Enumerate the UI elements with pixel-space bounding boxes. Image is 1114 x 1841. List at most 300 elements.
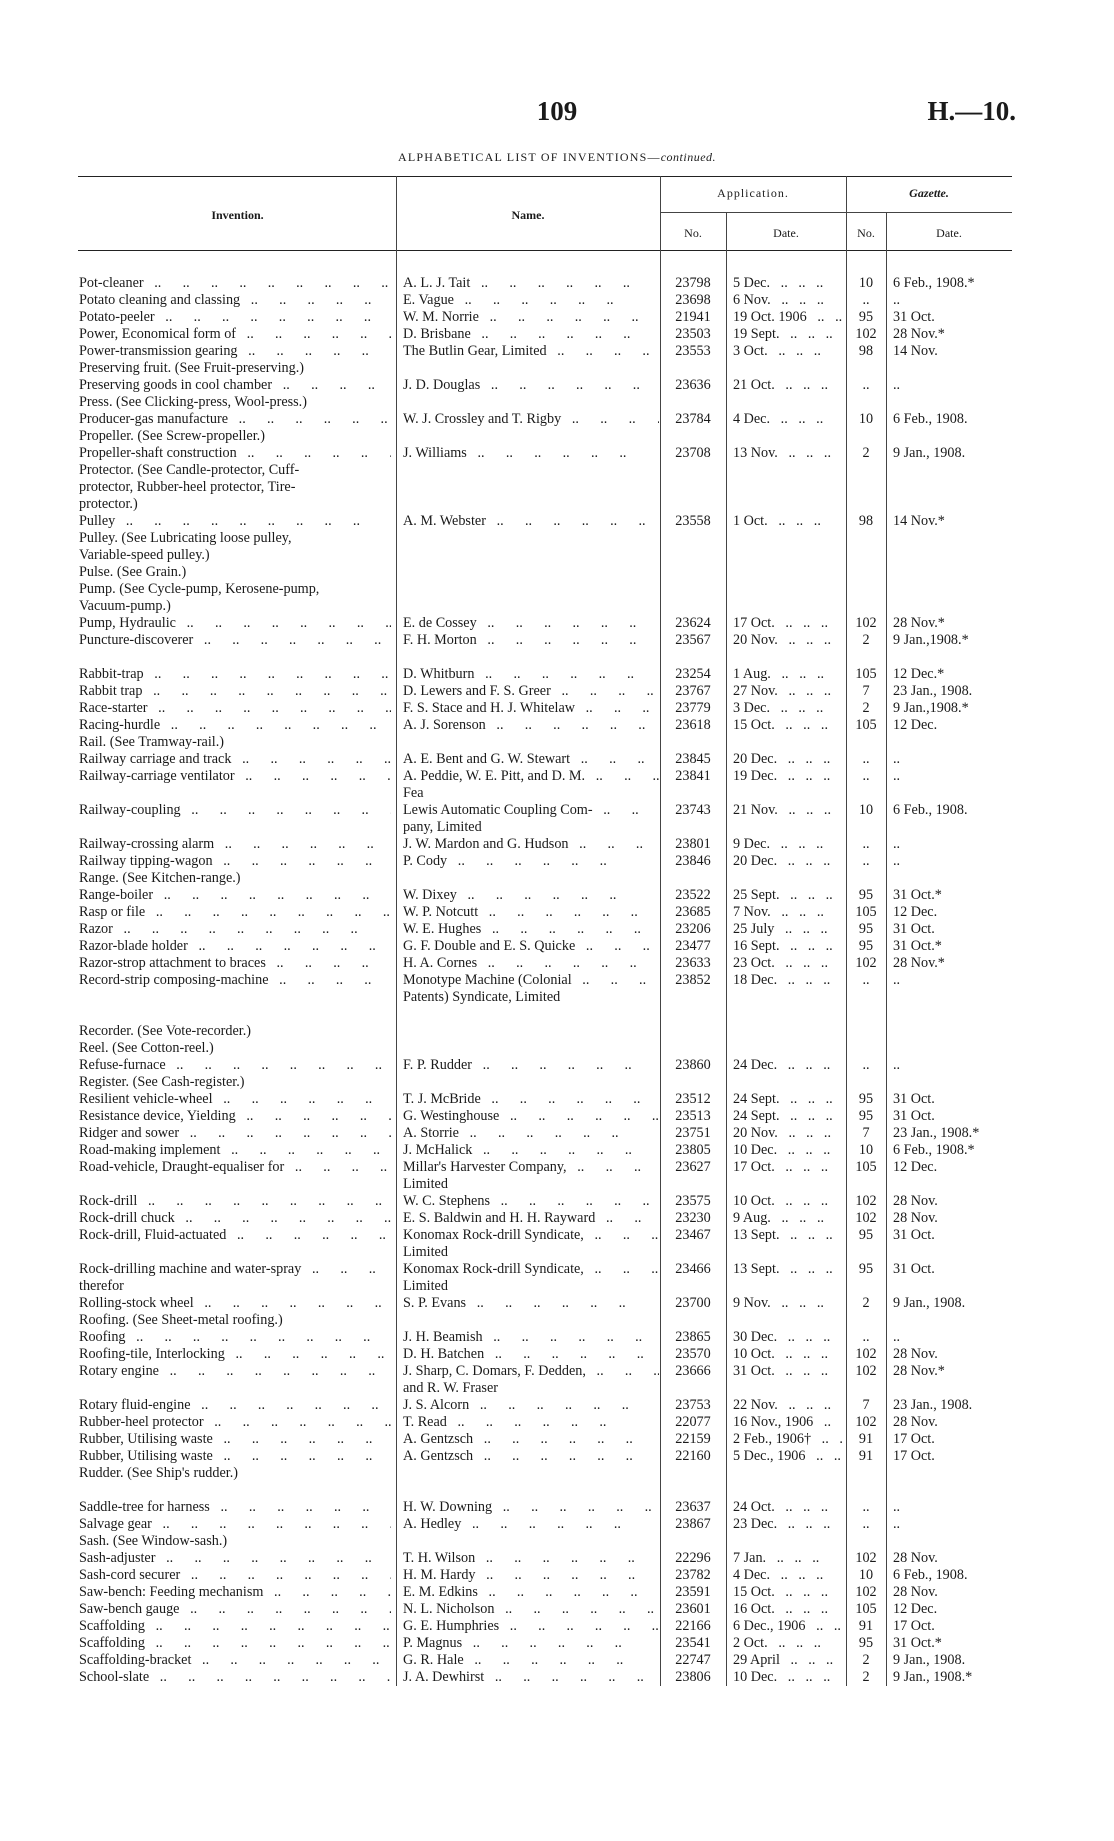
gazette-no-cell: .. <box>862 1499 870 1515</box>
name-cell: A. Peddie, W. E. Pitt, and D. M. .. <box>403 768 659 785</box>
app-date-cell: 17 Oct. .. <box>733 1159 842 1176</box>
invention-cell: protector, Rubber-heel protector, Tire- <box>79 479 296 495</box>
name-cell: N. L. Nicholson .. <box>403 1601 659 1618</box>
invention-cell: Scaffolding-bracket .. <box>79 1652 391 1669</box>
gazette-no-cell: .. <box>862 836 870 852</box>
header-application: Application. <box>717 186 789 200</box>
invention-cell: Ridger and sower .. <box>79 1125 391 1142</box>
invention-cell: Rubber, Utilising waste .. <box>79 1431 391 1448</box>
table-row <box>0 1074 1114 1091</box>
invention-cell: therefor <box>79 1278 124 1294</box>
name-cell: A. Storrie .. <box>403 1125 659 1142</box>
table-row <box>0 1244 1114 1261</box>
table-row <box>0 394 1114 411</box>
app-date-cell: 21 Nov. .. <box>733 802 842 819</box>
invention-cell: Rabbit-trap .. <box>79 666 391 683</box>
invention-cell: Roofing .. <box>79 1329 391 1346</box>
name-cell: A. Gentzsch .. <box>403 1431 659 1448</box>
gazette-no-cell: 102 <box>855 1193 877 1209</box>
table-row <box>0 598 1114 615</box>
app-date-cell: 13 Sept. .. <box>733 1261 842 1278</box>
table-row <box>0 1601 1114 1618</box>
table-row <box>0 649 1114 666</box>
table-row <box>0 445 1114 462</box>
gazette-date-cell: .. <box>893 1057 901 1073</box>
invention-cell: Roofing-tile, Interlocking .. <box>79 1346 391 1363</box>
table-row <box>0 360 1114 377</box>
app-no-cell: 23512 <box>675 1091 711 1107</box>
gazette-no-cell: 95 <box>858 921 874 937</box>
table-row <box>0 1091 1114 1108</box>
app-date-cell: 4 Dec. .. <box>733 1567 842 1584</box>
app-date-cell: 15 Oct. .. <box>733 1584 842 1601</box>
gazette-date-cell: 31 Oct. <box>893 309 935 325</box>
name-cell: A. L. J. Tait .. <box>403 275 659 292</box>
invention-cell: Race-starter .. <box>79 700 391 717</box>
gazette-date-cell: 31 Oct. <box>893 1108 935 1124</box>
app-no-cell: 23845 <box>675 751 711 767</box>
table-row <box>0 1295 1114 1312</box>
document-reference: H.—10. <box>927 96 1016 126</box>
invention-cell: Power-transmission gearing .. <box>79 343 391 360</box>
gazette-no-cell: 102 <box>855 1210 877 1226</box>
invention-cell: Press. (See Clicking-press, Wool-press.) <box>79 394 307 410</box>
app-no-cell: 22747 <box>675 1652 711 1668</box>
invention-cell: Razor .. <box>79 921 391 938</box>
gazette-no-cell: 102 <box>855 1584 877 1600</box>
invention-cell: Rail. (See Tramway-rail.) <box>79 734 224 750</box>
table-row <box>0 870 1114 887</box>
invention-cell: Roofing. (See Sheet-metal roofing.) <box>79 1312 283 1328</box>
gazette-date-cell: 28 Nov.* <box>893 326 945 342</box>
app-no-cell: 23467 <box>675 1227 711 1243</box>
gazette-date-cell: .. <box>893 853 901 869</box>
gazette-date-cell: 17 Oct. <box>893 1448 935 1464</box>
app-no-cell: 23541 <box>675 1635 711 1651</box>
gazette-no-cell: 7 <box>862 1125 870 1141</box>
invention-cell: Rubber, Utilising waste .. <box>79 1448 391 1465</box>
name-cell: D. Lewers and F. S. Greer .. <box>403 683 659 700</box>
table-row <box>0 377 1114 394</box>
table-row <box>0 1584 1114 1601</box>
gazette-date-cell: 12 Dec. <box>893 1601 938 1617</box>
table-row <box>0 1159 1114 1176</box>
gazette-date-cell: 14 Nov. <box>893 343 938 359</box>
table-row <box>0 1040 1114 1057</box>
table-row <box>0 428 1114 445</box>
name-cell: Patents) Syndicate, Limited <box>403 989 561 1005</box>
gazette-date-cell: 28 Nov. <box>893 1210 938 1226</box>
app-no-cell: 23798 <box>675 275 711 291</box>
table-row <box>0 921 1114 938</box>
name-cell: H. W. Downing .. <box>403 1499 659 1516</box>
app-date-cell: 5 Dec. .. <box>733 275 842 292</box>
gazette-no-cell: 95 <box>858 887 874 903</box>
app-no-cell: 23637 <box>675 1499 711 1515</box>
invention-cell: Pulse. (See Grain.) <box>79 564 187 580</box>
app-date-cell: 19 Oct. 1906 .. <box>733 309 842 326</box>
app-date-cell: 10 Dec. .. <box>733 1669 842 1686</box>
name-cell: T. H. Wilson .. <box>403 1550 659 1567</box>
app-date-cell: 30 Dec. .. <box>733 1329 842 1346</box>
gazette-date-cell: .. <box>893 751 901 767</box>
table-row <box>0 1635 1114 1652</box>
app-date-cell: 10 Oct. .. <box>733 1346 842 1363</box>
app-no-cell: 23567 <box>675 632 711 648</box>
gazette-date-cell: .. <box>893 1329 901 1345</box>
app-date-cell: 20 Dec. .. <box>733 853 842 870</box>
gazette-no-cell: 95 <box>858 1635 874 1651</box>
gazette-date-cell: 23 Jan., 1908.* <box>893 1125 980 1141</box>
table-row <box>0 581 1114 598</box>
gazette-no-cell: 102 <box>855 1363 877 1379</box>
title-main: ALPHABETICAL LIST OF INVENTIONS— <box>397 150 661 164</box>
name-cell: The Butlin Gear, Limited .. <box>403 343 659 360</box>
invention-cell: Rock-drill .. <box>79 1193 391 1210</box>
gazette-date-cell: 9 Jan.,1908.* <box>893 700 969 716</box>
app-no-cell: 23575 <box>675 1193 711 1209</box>
title-continued: continued. <box>660 150 717 164</box>
table-row <box>0 819 1114 836</box>
name-cell: W. P. Notcutt .. <box>403 904 659 921</box>
app-date-cell: 29 April .. <box>733 1652 842 1669</box>
gazette-date-cell: 12 Dec.* <box>893 666 945 682</box>
app-no-cell: 23751 <box>675 1125 711 1141</box>
invention-cell: Rock-drilling machine and water-spray .. <box>79 1261 391 1278</box>
gazette-no-cell: 102 <box>855 1550 877 1566</box>
name-cell: A. E. Bent and G. W. Stewart .. <box>403 751 659 768</box>
table-row <box>0 887 1114 904</box>
gazette-date-cell: 31 Oct.* <box>893 887 942 903</box>
gazette-no-cell: 7 <box>862 1397 870 1413</box>
table-row <box>0 564 1114 581</box>
gazette-no-cell: .. <box>862 1516 870 1532</box>
gazette-no-cell: 7 <box>862 683 870 699</box>
app-date-cell: 1 Aug. .. <box>733 666 842 683</box>
header-gazette: Gazette. <box>909 186 949 200</box>
invention-cell: Railway-crossing alarm .. <box>79 836 391 853</box>
gazette-no-cell: 10 <box>858 1142 874 1158</box>
app-no-cell: 23503 <box>675 326 711 342</box>
gazette-no-cell: .. <box>862 853 870 869</box>
gazette-date-cell: 28 Nov. <box>893 1550 938 1566</box>
gazette-date-cell: 17 Oct. <box>893 1618 935 1634</box>
invention-cell: Rotary fluid-engine .. <box>79 1397 391 1414</box>
gazette-date-cell: 9 Jan., 1908. <box>893 445 966 461</box>
name-cell: D. Brisbane .. <box>403 326 659 343</box>
invention-cell: Rock-drill chuck .. <box>79 1210 391 1227</box>
table-row <box>0 666 1114 683</box>
name-cell: J. Williams .. <box>403 445 659 462</box>
app-no-cell: 23627 <box>675 1159 711 1175</box>
name-cell: J. Sharp, C. Domars, F. Dedden, .. <box>403 1363 659 1380</box>
invention-cell: Record-strip composing-machine .. <box>79 972 391 989</box>
gazette-no-cell: 10 <box>858 275 874 291</box>
name-cell: A. Gentzsch .. <box>403 1448 659 1465</box>
gazette-date-cell: 12 Dec. <box>893 1159 938 1175</box>
app-date-cell: 2 Oct. .. <box>733 1635 842 1652</box>
table-row <box>0 309 1114 326</box>
table-row <box>0 1397 1114 1414</box>
app-no-cell: 23477 <box>675 938 711 954</box>
table-row <box>0 955 1114 972</box>
name-cell: and R. W. Fraser <box>403 1380 498 1396</box>
app-date-cell: 16 Sept. .. <box>733 938 842 955</box>
invention-cell: Rabbit trap .. <box>79 683 391 700</box>
name-cell: E. de Cossey .. <box>403 615 659 632</box>
invention-cell: Sash. (See Window-sash.) <box>79 1533 228 1549</box>
app-date-cell: 19 Dec. .. <box>733 768 842 785</box>
app-date-cell: 13 Nov. .. <box>733 445 842 462</box>
app-no-cell: 23806 <box>675 1669 711 1685</box>
invention-cell: Propeller. (See Screw-propeller.) <box>79 428 265 444</box>
table-row <box>0 343 1114 360</box>
table-row <box>0 496 1114 513</box>
invention-cell: Resilient vehicle-wheel .. <box>79 1091 391 1108</box>
table-row <box>0 547 1114 564</box>
gazette-no-cell: 102 <box>855 326 877 342</box>
header-app-date: Date. <box>773 226 799 240</box>
name-cell: A. J. Sorenson .. <box>403 717 659 734</box>
app-no-cell: 22077 <box>675 1414 711 1430</box>
table-row <box>0 751 1114 768</box>
app-no-cell: 23860 <box>675 1057 711 1073</box>
table-row <box>0 1363 1114 1380</box>
name-cell: P. Cody .. <box>403 853 659 870</box>
table-header-rule <box>78 250 1012 251</box>
app-date-cell: 17 Oct. .. <box>733 615 842 632</box>
page-title <box>0 150 1114 165</box>
table-row <box>0 530 1114 547</box>
table-row <box>0 275 1114 292</box>
invention-cell: Puncture-discoverer .. <box>79 632 391 649</box>
gazette-no-cell: 2 <box>862 700 870 716</box>
gazette-date-cell: 31 Oct. <box>893 1261 935 1277</box>
app-no-cell: 23618 <box>675 717 711 733</box>
app-no-cell: 23666 <box>675 1363 711 1379</box>
table-row <box>0 989 1114 1006</box>
header-gaz-date: Date. <box>936 226 962 240</box>
table-row <box>0 1533 1114 1550</box>
header-gaz-no: No. <box>857 226 875 240</box>
table-row <box>0 785 1114 802</box>
table-row <box>0 683 1114 700</box>
gazette-date-cell: 12 Dec. <box>893 904 938 920</box>
invention-cell: Saw-bench gauge .. <box>79 1601 391 1618</box>
gazette-date-cell: 28 Nov. <box>893 1584 938 1600</box>
table-row <box>0 479 1114 496</box>
gazette-no-cell: 102 <box>855 1414 877 1430</box>
gazette-no-cell: 2 <box>862 445 870 461</box>
gazette-no-cell: 95 <box>858 1091 874 1107</box>
app-no-cell: 21941 <box>675 309 711 325</box>
gazette-no-cell: 2 <box>862 1652 870 1668</box>
app-date-cell: 3 Oct. .. <box>733 343 842 360</box>
header-name: Name. <box>511 208 545 222</box>
invention-cell: Rock-drill, Fluid-actuated .. <box>79 1227 391 1244</box>
invention-cell: Saw-bench: Feeding mechanism .. <box>79 1584 391 1601</box>
name-cell: G. E. Humphries .. <box>403 1618 659 1635</box>
table-row <box>0 1550 1114 1567</box>
page-number: 109 <box>536 96 578 126</box>
invention-cell: Power, Economical form of .. <box>79 326 391 343</box>
name-cell: E. Vague .. <box>403 292 659 309</box>
invention-cell: Range-boiler .. <box>79 887 391 904</box>
app-no-cell: 23466 <box>675 1261 711 1277</box>
subheader-rule <box>660 212 1012 213</box>
gazette-date-cell: 28 Nov.* <box>893 1363 945 1379</box>
gazette-no-cell: 98 <box>858 513 874 529</box>
name-cell: Millar's Harvester Company, .. <box>403 1159 659 1176</box>
name-cell: T. J. McBride .. <box>403 1091 659 1108</box>
gazette-date-cell: 31 Oct. <box>893 1227 935 1243</box>
name-cell: J. W. Mardon and G. Hudson .. <box>403 836 659 853</box>
app-no-cell: 23805 <box>675 1142 711 1158</box>
invention-cell: Rubber-heel protector .. <box>79 1414 391 1431</box>
invention-cell: Scaffolding .. <box>79 1635 391 1652</box>
name-cell: Limited <box>403 1278 448 1294</box>
name-cell: Fea <box>403 785 424 801</box>
app-no-cell: 23782 <box>675 1567 711 1583</box>
name-cell: pany, Limited <box>403 819 482 835</box>
invention-cell: Range. (See Kitchen-range.) <box>79 870 241 886</box>
invention-cell: Rolling-stock wheel .. <box>79 1295 391 1312</box>
invention-cell: School-slate .. <box>79 1669 391 1686</box>
invention-cell: Rotary engine .. <box>79 1363 391 1380</box>
gazette-date-cell: 9 Jan., 1908. <box>893 1652 966 1668</box>
app-date-cell: 22 Nov. .. <box>733 1397 842 1414</box>
table-row <box>0 1465 1114 1482</box>
name-cell: W. M. Norrie .. <box>403 309 659 326</box>
name-cell: A. Hedley .. <box>403 1516 659 1533</box>
invention-cell: Road-vehicle, Draught-equaliser for .. <box>79 1159 391 1176</box>
table-row <box>0 1193 1114 1210</box>
app-no-cell: 23865 <box>675 1329 711 1345</box>
gazette-no-cell: 2 <box>862 1669 870 1685</box>
app-date-cell: 10 Oct. .. <box>733 1193 842 1210</box>
app-no-cell: 23841 <box>675 768 711 784</box>
table-row <box>0 1108 1114 1125</box>
app-no-cell: 23852 <box>675 972 711 988</box>
name-cell: W. C. Stephens .. <box>403 1193 659 1210</box>
table-row <box>0 326 1114 343</box>
gazette-date-cell: 23 Jan., 1908. <box>893 1397 973 1413</box>
name-cell: Limited <box>403 1244 448 1260</box>
table-row <box>0 615 1114 632</box>
app-no-cell: 23522 <box>675 887 711 903</box>
gazette-date-cell: 14 Nov.* <box>893 513 945 529</box>
app-no-cell: 23779 <box>675 700 711 716</box>
invention-cell: Pot-cleaner .. <box>79 275 391 292</box>
invention-cell: Propeller-shaft construction .. <box>79 445 391 462</box>
invention-cell: Scaffolding .. <box>79 1618 391 1635</box>
table-row <box>0 1210 1114 1227</box>
name-cell: P. Magnus .. <box>403 1635 659 1652</box>
gazette-no-cell: .. <box>862 1057 870 1073</box>
gazette-no-cell: 91 <box>858 1618 874 1634</box>
name-cell: G. F. Double and E. S. Quicke .. <box>403 938 659 955</box>
gazette-date-cell: 28 Nov. <box>893 1414 938 1430</box>
invention-cell: Road-making implement .. <box>79 1142 391 1159</box>
table-row <box>0 1125 1114 1142</box>
table-row <box>0 700 1114 717</box>
app-no-cell: 22296 <box>675 1550 711 1566</box>
invention-cell: Sash-cord securer .. <box>79 1567 391 1584</box>
app-date-cell: 15 Oct. .. <box>733 717 842 734</box>
app-date-cell: 18 Dec. .. <box>733 972 842 989</box>
gazette-no-cell: 10 <box>858 802 874 818</box>
name-cell: W. Dixey .. <box>403 887 659 904</box>
gazette-date-cell: .. <box>893 377 901 393</box>
app-date-cell: 27 Nov. .. <box>733 683 842 700</box>
invention-cell: protector.) <box>79 496 138 512</box>
gazette-no-cell: 95 <box>858 938 874 954</box>
gazette-no-cell: 105 <box>855 717 877 733</box>
app-date-cell: 6 Dec., 1906 .. <box>733 1618 842 1635</box>
app-date-cell: 16 Nov., 1906 .. <box>733 1414 842 1431</box>
invention-cell: Railway-coupling .. <box>79 802 391 819</box>
app-no-cell: 23846 <box>675 853 711 869</box>
table-row <box>0 836 1114 853</box>
table-row <box>0 1414 1114 1431</box>
app-date-cell: 9 Dec. .. <box>733 836 842 853</box>
app-date-cell: 24 Oct. .. <box>733 1499 842 1516</box>
invention-cell: Rasp or file .. <box>79 904 391 921</box>
app-date-cell: 25 July .. <box>733 921 842 938</box>
name-cell: F. H. Morton .. <box>403 632 659 649</box>
gazette-no-cell: 105 <box>855 904 877 920</box>
gazette-date-cell: 17 Oct. <box>893 1431 935 1447</box>
gazette-date-cell: .. <box>893 972 901 988</box>
invention-cell: Railway tipping-wagon .. <box>79 853 391 870</box>
gazette-date-cell: .. <box>893 1499 901 1515</box>
table-row <box>0 938 1114 955</box>
app-no-cell: 23784 <box>675 411 711 427</box>
invention-cell: Register. (See Cash-register.) <box>79 1074 245 1090</box>
gazette-date-cell: 6 Feb., 1908. <box>893 411 968 427</box>
gazette-date-cell: .. <box>893 768 901 784</box>
table-row <box>0 1346 1114 1363</box>
name-cell: S. P. Evans .. <box>403 1295 659 1312</box>
invention-cell: Saddle-tree for harness .. <box>79 1499 391 1516</box>
invention-cell: Razor-strop attachment to braces .. <box>79 955 391 972</box>
name-cell: Konomax Rock-drill Syndicate, .. <box>403 1261 659 1278</box>
app-date-cell: 21 Oct. .. <box>733 377 842 394</box>
table-row <box>0 904 1114 921</box>
gazette-no-cell: 95 <box>858 309 874 325</box>
invention-cell: Rudder. (See Ship's rudder.) <box>79 1465 238 1481</box>
gazette-no-cell: .. <box>862 292 870 308</box>
name-cell: W. E. Hughes .. <box>403 921 659 938</box>
table-row <box>0 1669 1114 1686</box>
gazette-date-cell: 12 Dec. <box>893 717 938 733</box>
gazette-date-cell: 28 Nov. <box>893 1193 938 1209</box>
app-date-cell: 5 Dec., 1906 .. <box>733 1448 842 1465</box>
gazette-date-cell: 31 Oct. <box>893 921 935 937</box>
name-cell: J. S. Alcorn .. <box>403 1397 659 1414</box>
header-app-no: No. <box>684 226 702 240</box>
gazette-no-cell: 2 <box>862 632 870 648</box>
app-no-cell: 23767 <box>675 683 711 699</box>
table-row <box>0 1227 1114 1244</box>
app-no-cell: 23867 <box>675 1516 711 1532</box>
table-row <box>0 632 1114 649</box>
gazette-no-cell: 102 <box>855 955 877 971</box>
invention-cell: Preserving fruit. (See Fruit-preserving.) <box>79 360 304 376</box>
gazette-date-cell: 23 Jan., 1908. <box>893 683 973 699</box>
invention-cell: Pulley .. <box>79 513 391 530</box>
invention-cell: Pump, Hydraulic .. <box>79 615 391 632</box>
